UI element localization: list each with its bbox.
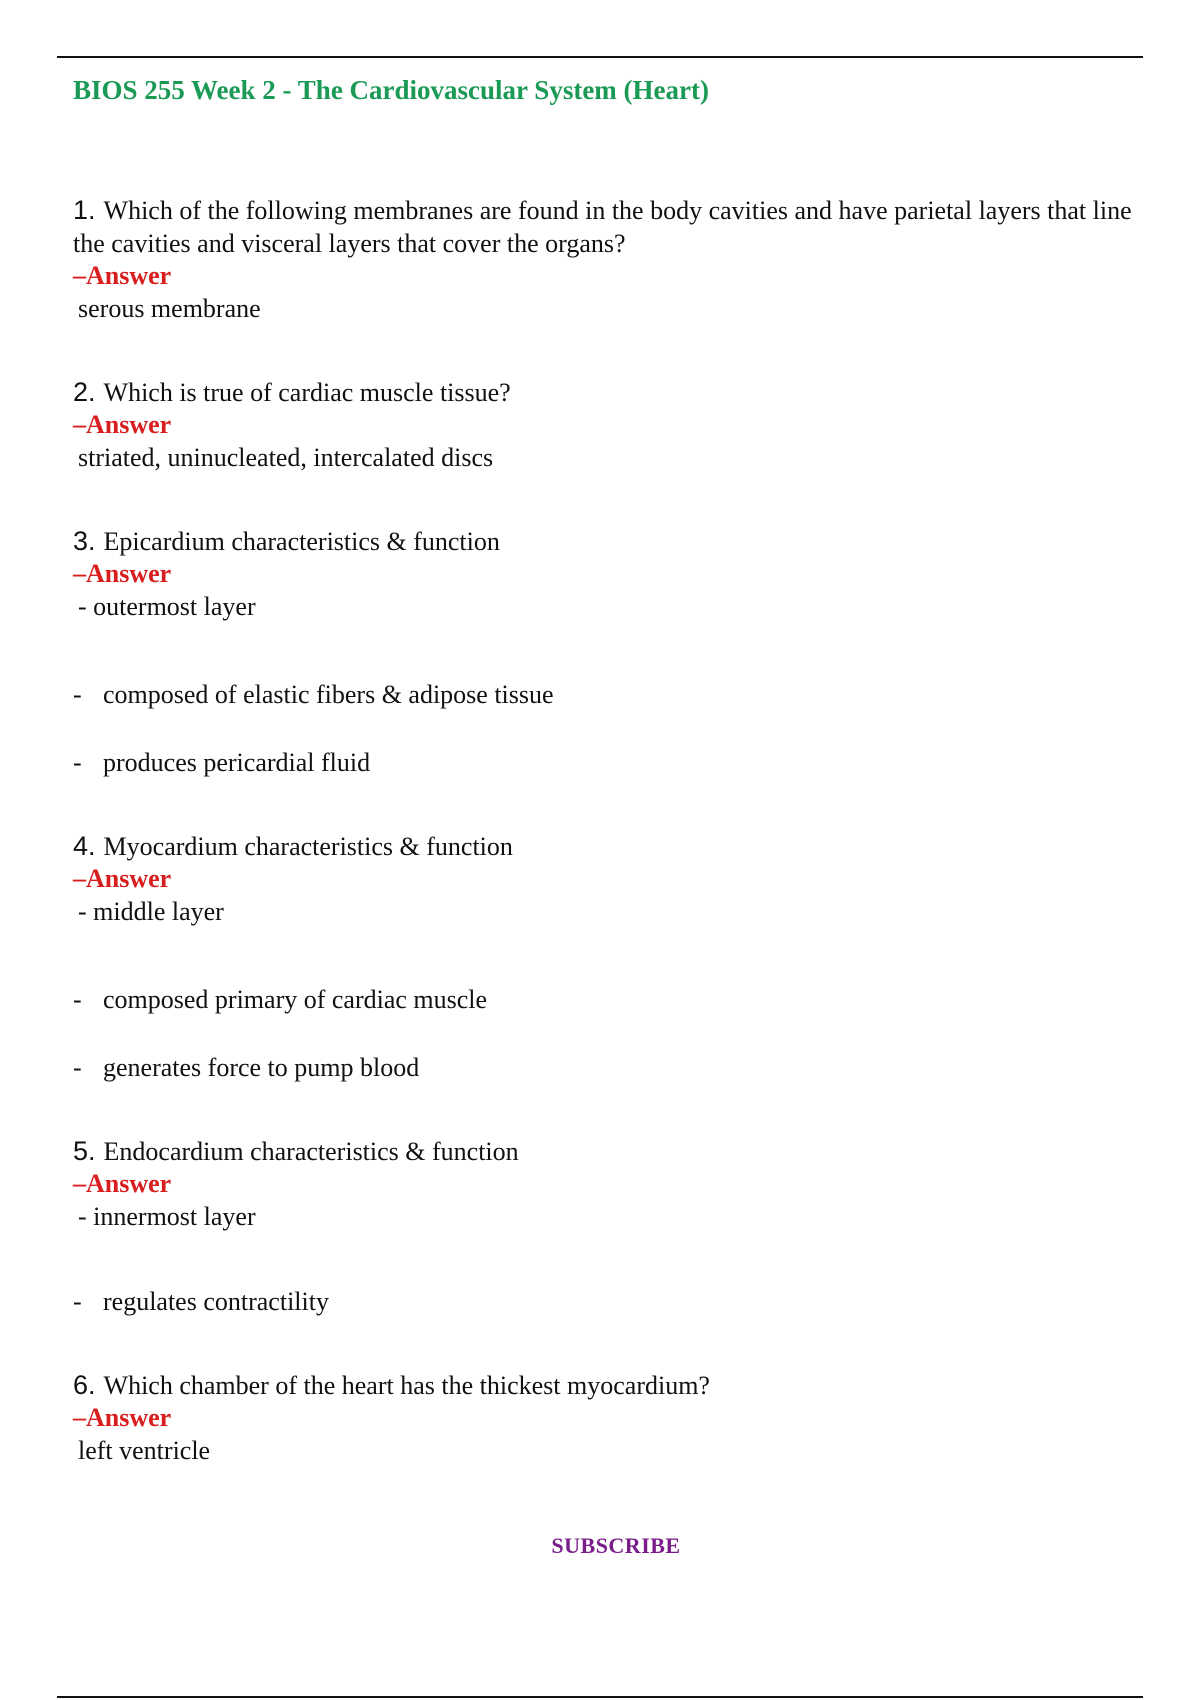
answer-label: –Answer xyxy=(73,559,172,588)
question-block-2 xyxy=(73,376,1143,474)
question-block-6 xyxy=(73,1369,1143,1467)
question-text: Which of the following membranes are found in the body cavities and have parietal layers that line the cavities and visceral layers that cover the organs? xyxy=(73,196,1132,258)
question-text: Which chamber of the heart has the thickest myocardium? xyxy=(103,1371,710,1400)
question-number: 6. xyxy=(73,1370,96,1400)
question-text: Myocardium characteristics & function xyxy=(103,832,513,861)
question-block-5 xyxy=(73,1135,1143,1233)
answer-label: –Answer xyxy=(73,864,172,893)
question-text: Endocardium characteristics & function xyxy=(103,1137,519,1166)
list-item: - composed primary of cardiac muscle xyxy=(73,985,488,1014)
question-3 xyxy=(73,525,1143,558)
question-number: 1. xyxy=(73,195,96,225)
answer-label: –Answer xyxy=(73,1169,172,1198)
question-1 xyxy=(73,194,1143,260)
question-6 xyxy=(73,1369,1143,1402)
bottom-divider xyxy=(57,1696,1143,1698)
list-item: - produces pericardial fluid xyxy=(73,748,371,777)
answer-label: –Answer xyxy=(73,410,172,439)
answer-text: - innermost layer xyxy=(78,1202,256,1231)
list-item: - composed of elastic fibers & adipose tissue xyxy=(73,680,554,709)
subscribe-link[interactable]: SUBSCRIBE xyxy=(551,1533,681,1558)
answer-text: - middle layer xyxy=(78,897,224,926)
answer-text: striated, uninucleated, intercalated discs xyxy=(78,443,494,472)
answer-text: left ventricle xyxy=(78,1436,211,1465)
top-divider xyxy=(57,56,1143,58)
document-title: BIOS 255 Week 2 - The Cardiovascular System (Heart) xyxy=(73,75,709,105)
question-2 xyxy=(73,376,1143,409)
answer-text: - outermost layer xyxy=(78,592,256,621)
answer-label: –Answer xyxy=(73,261,172,290)
question-block-1 xyxy=(73,194,1143,325)
list-item: - regulates contractility xyxy=(73,1287,329,1316)
question-number: 2. xyxy=(73,377,96,407)
question-5 xyxy=(73,1135,1143,1168)
question-4 xyxy=(73,830,1143,863)
question-block-3 xyxy=(73,525,1143,623)
answer-label: –Answer xyxy=(73,1403,172,1432)
question-text: Which is true of cardiac muscle tissue? xyxy=(103,378,511,407)
list-item: - generates force to pump blood xyxy=(73,1053,420,1082)
answer-text: serous membrane xyxy=(78,294,261,323)
question-number: 4. xyxy=(73,831,96,861)
question-number: 3. xyxy=(73,526,96,556)
question-block-4 xyxy=(73,830,1143,928)
question-number: 5. xyxy=(73,1136,96,1166)
question-text: Epicardium characteristics & function xyxy=(103,527,500,556)
